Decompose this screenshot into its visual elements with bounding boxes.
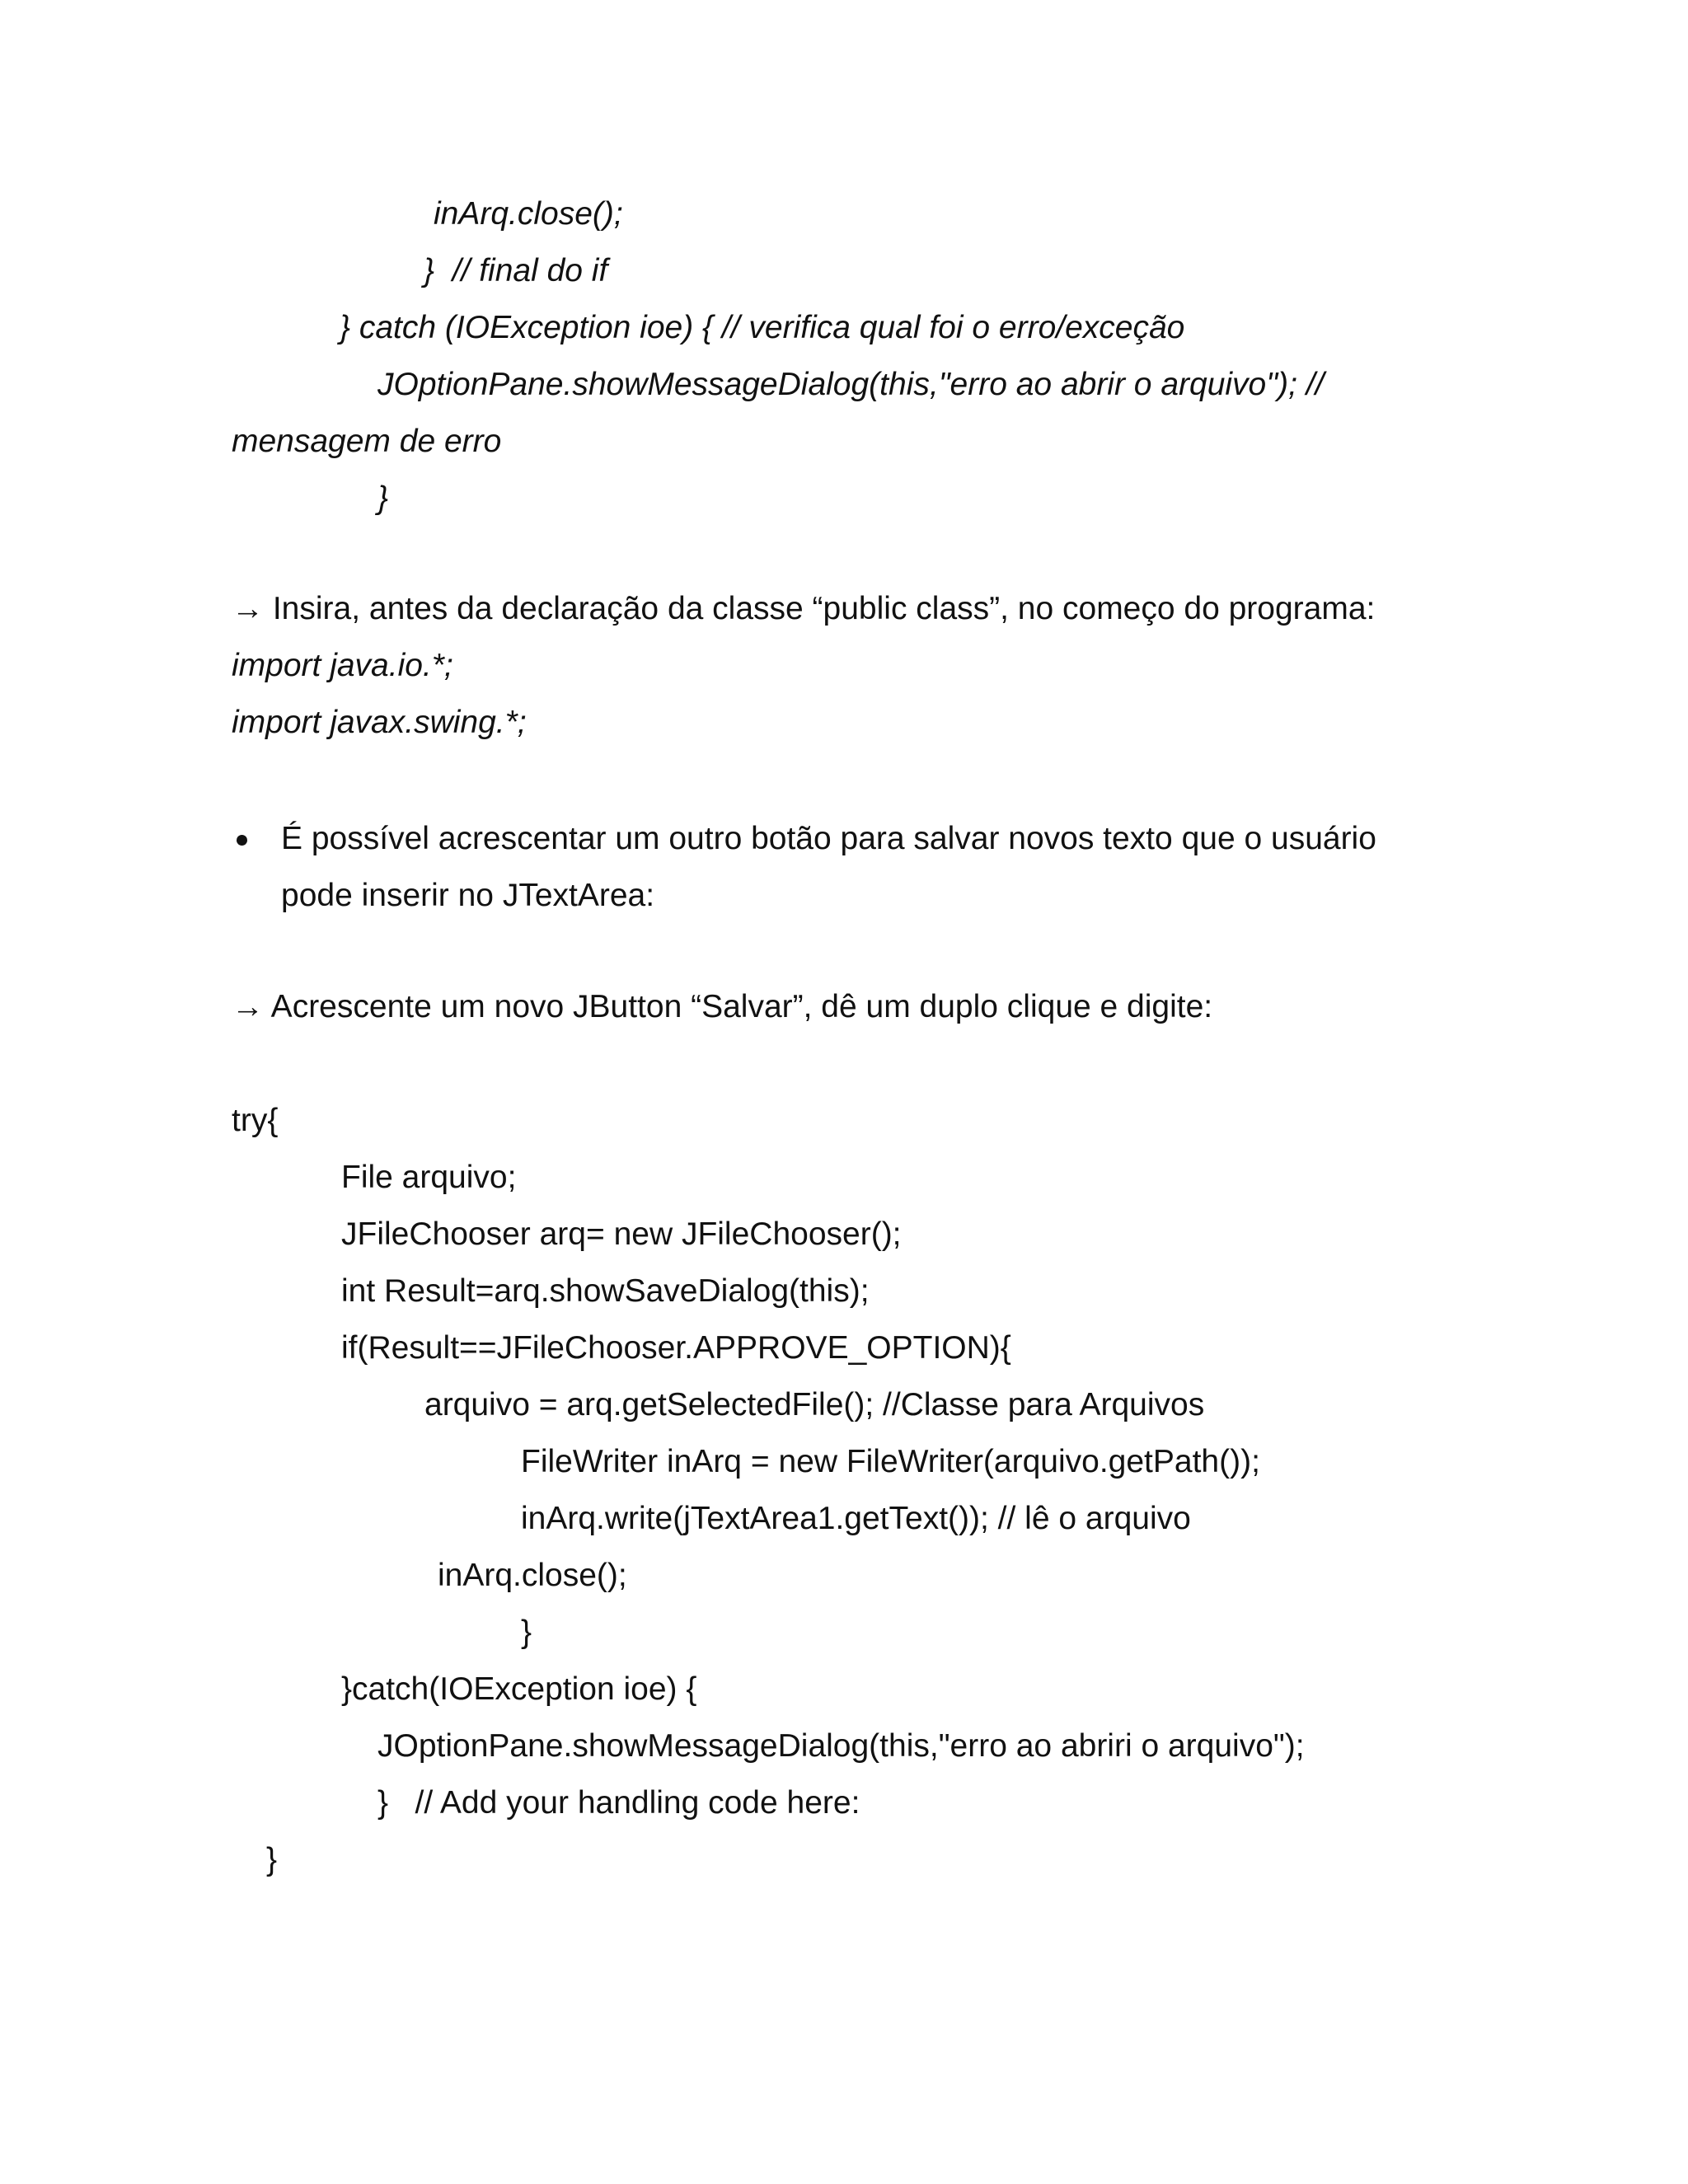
code-line: } [521,1615,532,1650]
code-line: } // Add your handling code here: [377,1785,860,1821]
instruction-button: → Acrescente um novo JButton “Salvar”, dê um duplo clique e digite: [232,989,1213,1024]
code-line: File arquivo; [341,1160,517,1195]
code-line: } // final do if [424,253,608,288]
code-line: mensagem de erro [232,424,502,459]
bullet-dot [237,835,247,846]
code-line: } catch (IOException ioe) { // verifica qual foi o erro/exceção [340,310,1185,345]
bullet-text-line: pode inserir no JTextArea: [281,878,655,913]
code-line: } [377,480,389,516]
bullet-text-line: É possível acrescentar um outro botão para salvar novos texto que o usuário [281,821,1376,856]
import-line: import javax.swing.*; [232,705,527,740]
code-line: JOptionPane.showMessageDialog(this,"erro ao abrir o arquivo"); // [377,367,1325,402]
code-line: } [266,1842,278,1877]
code-line: inArq.write(jTextArea1.getText()); // lê o arquivo [521,1501,1191,1536]
code-line: int Result=arq.showSaveDialog(this); [341,1273,870,1309]
code-line: try{ [232,1103,279,1138]
code-line: JOptionPane.showMessageDialog(this,"erro ao abriri o arquivo"); [377,1728,1305,1764]
instruction-imports: → Insira, antes da declaração da classe “public class”, no começo do programa: [232,591,1376,626]
code-line: }catch(IOException ioe) { [341,1671,697,1707]
code-line: inArq.close(); [438,1558,627,1593]
import-line: import java.io.*; [232,648,453,683]
code-line: FileWriter inArq = new FileWriter(arquivo.getPath()); [521,1444,1260,1479]
code-line: JFileChooser arq= new JFileChooser(); [341,1216,902,1252]
code-line: arquivo = arq.getSelectedFile(); //Classe para Arquivos [424,1387,1205,1422]
code-line: inArq.close(); [434,196,623,232]
code-line: if(Result==JFileChooser.APPROVE_OPTION){ [341,1330,1011,1366]
